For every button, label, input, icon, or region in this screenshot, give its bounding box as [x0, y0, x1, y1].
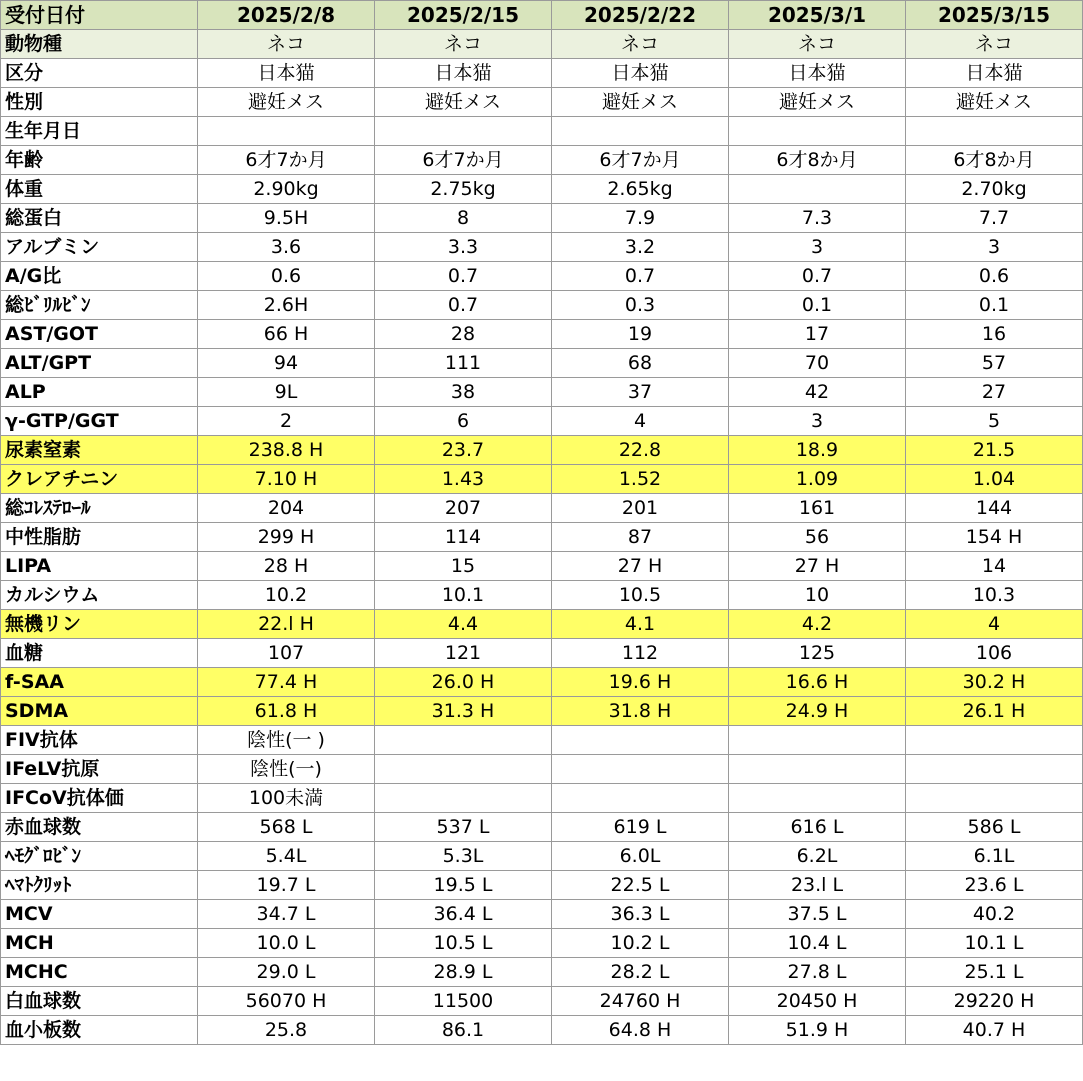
value-cell: 3 — [906, 233, 1083, 262]
value-cell: 15 — [375, 552, 552, 581]
value-cell: 0.1 — [906, 291, 1083, 320]
value-cell: 68 — [552, 349, 729, 378]
value-cell — [552, 784, 729, 813]
value-cell: 114 — [375, 523, 552, 552]
value-cell: 2.6H — [198, 291, 375, 320]
value-cell: 7.9 — [552, 204, 729, 233]
value-cell: 0.6 — [198, 262, 375, 291]
value-cell: 2 — [198, 407, 375, 436]
value-cell: 6.1L — [906, 842, 1083, 871]
value-cell: 238.8 H — [198, 436, 375, 465]
table-row — [1, 204, 1083, 233]
value-cell — [729, 755, 906, 784]
value-cell — [906, 755, 1083, 784]
table-row — [1, 117, 1083, 146]
value-cell: 5 — [906, 407, 1083, 436]
row-label: 赤血球数 — [1, 813, 198, 842]
row-label: 総蛋白 — [1, 204, 198, 233]
value-cell: 40.2 — [906, 900, 1083, 929]
table-row — [1, 842, 1083, 871]
value-cell — [906, 784, 1083, 813]
value-cell: 9.5H — [198, 204, 375, 233]
row-label: 血小板数 — [1, 1016, 198, 1045]
value-cell: 23.7 — [375, 436, 552, 465]
value-cell — [552, 755, 729, 784]
row-label: SDMA — [1, 697, 198, 726]
value-cell: 陰性(一 ) — [198, 726, 375, 755]
value-cell: 619 L — [552, 813, 729, 842]
table-row — [1, 262, 1083, 291]
table-row — [1, 697, 1083, 726]
row-label: 中性脂肪 — [1, 523, 198, 552]
date-header: 2025/2/15 — [375, 1, 552, 30]
value-cell: 4.2 — [729, 610, 906, 639]
value-cell: 27 H — [552, 552, 729, 581]
value-cell: 27.8 L — [729, 958, 906, 987]
row-label: 区分 — [1, 59, 198, 88]
value-cell: 568 L — [198, 813, 375, 842]
value-cell: 5.4L — [198, 842, 375, 871]
value-cell — [906, 117, 1083, 146]
value-cell: 51.9 H — [729, 1016, 906, 1045]
table-row — [1, 987, 1083, 1016]
value-cell: 106 — [906, 639, 1083, 668]
date-header: 2025/3/15 — [906, 1, 1083, 30]
table-row — [1, 436, 1083, 465]
table-row — [1, 639, 1083, 668]
value-cell: 0.7 — [375, 291, 552, 320]
value-cell — [729, 117, 906, 146]
value-cell: 10.1 L — [906, 929, 1083, 958]
value-cell: 70 — [729, 349, 906, 378]
value-cell: 38 — [375, 378, 552, 407]
value-cell: 0.1 — [729, 291, 906, 320]
value-cell: 1.04 — [906, 465, 1083, 494]
value-cell: 112 — [552, 639, 729, 668]
value-cell: 0.7 — [375, 262, 552, 291]
value-cell: 8 — [375, 204, 552, 233]
value-cell — [375, 755, 552, 784]
row-label: IFCoV抗体価 — [1, 784, 198, 813]
value-cell: 2.70kg — [906, 175, 1083, 204]
value-cell: 20450 H — [729, 987, 906, 1016]
row-label: アルブミン — [1, 233, 198, 262]
row-label: AST/GOT — [1, 320, 198, 349]
value-cell: 204 — [198, 494, 375, 523]
header-row — [1, 1, 1083, 30]
value-cell: ネコ — [906, 30, 1083, 59]
value-cell: 1.09 — [729, 465, 906, 494]
value-cell: 24.9 H — [729, 697, 906, 726]
value-cell: 19 — [552, 320, 729, 349]
value-cell: 1.52 — [552, 465, 729, 494]
table-row — [1, 668, 1083, 697]
value-cell: 6才7か月 — [375, 146, 552, 175]
value-cell: 201 — [552, 494, 729, 523]
table-body — [1, 30, 1083, 1045]
value-cell: 0.7 — [729, 262, 906, 291]
value-cell: 避妊メス — [375, 88, 552, 117]
row-label: ALP — [1, 378, 198, 407]
table-row — [1, 784, 1083, 813]
value-cell: 107 — [198, 639, 375, 668]
value-cell: 3.2 — [552, 233, 729, 262]
value-cell: 66 H — [198, 320, 375, 349]
value-cell: 22.5 L — [552, 871, 729, 900]
value-cell: 3 — [729, 407, 906, 436]
value-cell: 144 — [906, 494, 1083, 523]
value-cell: 17 — [729, 320, 906, 349]
row-label: 無機リン — [1, 610, 198, 639]
table-row — [1, 88, 1083, 117]
table-row — [1, 755, 1083, 784]
value-cell: 37 — [552, 378, 729, 407]
value-cell: 25.1 L — [906, 958, 1083, 987]
value-cell: 64.8 H — [552, 1016, 729, 1045]
value-cell: 31.3 H — [375, 697, 552, 726]
value-cell: 28 H — [198, 552, 375, 581]
value-cell: 6 — [375, 407, 552, 436]
value-cell: 161 — [729, 494, 906, 523]
value-cell: 7.10 H — [198, 465, 375, 494]
value-cell: 26.1 H — [906, 697, 1083, 726]
value-cell: 42 — [729, 378, 906, 407]
value-cell: 100未満 — [198, 784, 375, 813]
value-cell: 19.5 L — [375, 871, 552, 900]
value-cell: 6才7か月 — [552, 146, 729, 175]
value-cell: 30.2 H — [906, 668, 1083, 697]
value-cell — [552, 117, 729, 146]
date-header: 2025/2/8 — [198, 1, 375, 30]
value-cell: 299 H — [198, 523, 375, 552]
value-cell: 2.90kg — [198, 175, 375, 204]
value-cell: 37.5 L — [729, 900, 906, 929]
value-cell: 2.65kg — [552, 175, 729, 204]
value-cell: 日本猫 — [198, 59, 375, 88]
row-label: MCV — [1, 900, 198, 929]
table-row — [1, 726, 1083, 755]
value-cell: 6.0L — [552, 842, 729, 871]
table-row — [1, 30, 1083, 59]
table-row — [1, 1016, 1083, 1045]
value-cell: 207 — [375, 494, 552, 523]
value-cell: 10.2 — [198, 581, 375, 610]
value-cell: 7.7 — [906, 204, 1083, 233]
row-label: LIPA — [1, 552, 198, 581]
value-cell: 34.7 L — [198, 900, 375, 929]
value-cell — [729, 175, 906, 204]
value-cell: 25.8 — [198, 1016, 375, 1045]
value-cell: 0.6 — [906, 262, 1083, 291]
value-cell: 22.8 — [552, 436, 729, 465]
value-cell: 23.l L — [729, 871, 906, 900]
value-cell — [552, 726, 729, 755]
value-cell: 61.8 H — [198, 697, 375, 726]
table-row — [1, 813, 1083, 842]
value-cell: 0.3 — [552, 291, 729, 320]
value-cell: 40.7 H — [906, 1016, 1083, 1045]
date-header: 2025/3/1 — [729, 1, 906, 30]
value-cell: 125 — [729, 639, 906, 668]
row-label: 体重 — [1, 175, 198, 204]
value-cell: 避妊メス — [729, 88, 906, 117]
row-label: カルシウム — [1, 581, 198, 610]
row-label: 白血球数 — [1, 987, 198, 1016]
value-cell: 10.4 L — [729, 929, 906, 958]
table-row — [1, 494, 1083, 523]
table-row — [1, 59, 1083, 88]
value-cell — [729, 784, 906, 813]
value-cell: 27 H — [729, 552, 906, 581]
value-cell: 36.4 L — [375, 900, 552, 929]
value-cell: 16 — [906, 320, 1083, 349]
value-cell: 4 — [906, 610, 1083, 639]
value-cell: 6才7か月 — [198, 146, 375, 175]
table-row — [1, 610, 1083, 639]
value-cell: 7.3 — [729, 204, 906, 233]
table-row — [1, 233, 1083, 262]
value-cell: 121 — [375, 639, 552, 668]
value-cell — [906, 726, 1083, 755]
table-row — [1, 407, 1083, 436]
value-cell: 10.5 — [552, 581, 729, 610]
value-cell: 陰性(一) — [198, 755, 375, 784]
value-cell: 5.3L — [375, 842, 552, 871]
value-cell: 4 — [552, 407, 729, 436]
value-cell: 77.4 H — [198, 668, 375, 697]
value-cell: 616 L — [729, 813, 906, 842]
value-cell — [729, 726, 906, 755]
row-label: ﾍﾓｸﾞﾛﾋﾞﾝ — [1, 842, 198, 871]
value-cell: 56 — [729, 523, 906, 552]
value-cell: 0.7 — [552, 262, 729, 291]
value-cell: ネコ — [198, 30, 375, 59]
row-label: 総ﾋﾞﾘﾙﾋﾞﾝ — [1, 291, 198, 320]
value-cell: 10.2 L — [552, 929, 729, 958]
row-label: 動物種 — [1, 30, 198, 59]
value-cell: 6才8か月 — [729, 146, 906, 175]
table-row — [1, 175, 1083, 204]
value-cell: 26.0 H — [375, 668, 552, 697]
value-cell: 56070 H — [198, 987, 375, 1016]
table-row — [1, 929, 1083, 958]
value-cell: 24760 H — [552, 987, 729, 1016]
table-row — [1, 378, 1083, 407]
row-label: ﾍﾏﾄｸﾘｯﾄ — [1, 871, 198, 900]
value-cell: 4.1 — [552, 610, 729, 639]
table-row — [1, 871, 1083, 900]
value-cell: ネコ — [729, 30, 906, 59]
value-cell: ネコ — [552, 30, 729, 59]
value-cell: 111 — [375, 349, 552, 378]
value-cell — [375, 726, 552, 755]
value-cell: 2.75kg — [375, 175, 552, 204]
value-cell: 21.5 — [906, 436, 1083, 465]
value-cell: 日本猫 — [906, 59, 1083, 88]
value-cell — [375, 784, 552, 813]
row-label: 尿素窒素 — [1, 436, 198, 465]
value-cell: 23.6 L — [906, 871, 1083, 900]
value-cell: 避妊メス — [906, 88, 1083, 117]
table-row — [1, 958, 1083, 987]
value-cell — [375, 117, 552, 146]
row-label: A/G比 — [1, 262, 198, 291]
value-cell: 避妊メス — [198, 88, 375, 117]
table-row — [1, 552, 1083, 581]
row-label: γ-GTP/GGT — [1, 407, 198, 436]
value-cell: 36.3 L — [552, 900, 729, 929]
value-cell: 28.9 L — [375, 958, 552, 987]
value-cell: 29220 H — [906, 987, 1083, 1016]
table-row — [1, 320, 1083, 349]
value-cell: 154 H — [906, 523, 1083, 552]
value-cell: 10.0 L — [198, 929, 375, 958]
table-row — [1, 146, 1083, 175]
value-cell: 29.0 L — [198, 958, 375, 987]
value-cell: 19.7 L — [198, 871, 375, 900]
value-cell: ネコ — [375, 30, 552, 59]
value-cell: 10.5 L — [375, 929, 552, 958]
value-cell: 86.1 — [375, 1016, 552, 1045]
value-cell: 94 — [198, 349, 375, 378]
table-row — [1, 900, 1083, 929]
value-cell: 4.4 — [375, 610, 552, 639]
row-label: IFeLV抗原 — [1, 755, 198, 784]
value-cell: 1.43 — [375, 465, 552, 494]
value-cell: 3.6 — [198, 233, 375, 262]
value-cell: 31.8 H — [552, 697, 729, 726]
row-label: ALT/GPT — [1, 349, 198, 378]
value-cell: 9L — [198, 378, 375, 407]
value-cell: 28.2 L — [552, 958, 729, 987]
value-cell: 6才8か月 — [906, 146, 1083, 175]
value-cell: 10 — [729, 581, 906, 610]
value-cell: 日本猫 — [729, 59, 906, 88]
value-cell: 11500 — [375, 987, 552, 1016]
value-cell: 87 — [552, 523, 729, 552]
row-label: クレアチニン — [1, 465, 198, 494]
value-cell: 586 L — [906, 813, 1083, 842]
value-cell: 日本猫 — [375, 59, 552, 88]
value-cell: 19.6 H — [552, 668, 729, 697]
row-label: FIV抗体 — [1, 726, 198, 755]
value-cell: 18.9 — [729, 436, 906, 465]
table-row — [1, 523, 1083, 552]
table-row — [1, 465, 1083, 494]
value-cell: 14 — [906, 552, 1083, 581]
row-label: 総ｺﾚｽﾃﾛｰﾙ — [1, 494, 198, 523]
value-cell: 避妊メス — [552, 88, 729, 117]
table-row — [1, 581, 1083, 610]
header-corner-label: 受付日付 — [1, 1, 198, 30]
value-cell: 3 — [729, 233, 906, 262]
value-cell: 3.3 — [375, 233, 552, 262]
value-cell: 28 — [375, 320, 552, 349]
row-label: f-SAA — [1, 668, 198, 697]
table-row — [1, 349, 1083, 378]
date-header: 2025/2/22 — [552, 1, 729, 30]
value-cell: 27 — [906, 378, 1083, 407]
value-cell: 16.6 H — [729, 668, 906, 697]
value-cell — [198, 117, 375, 146]
row-label: 血糖 — [1, 639, 198, 668]
value-cell: 10.1 — [375, 581, 552, 610]
value-cell: 日本猫 — [552, 59, 729, 88]
value-cell: 57 — [906, 349, 1083, 378]
row-label: 生年月日 — [1, 117, 198, 146]
value-cell: 10.3 — [906, 581, 1083, 610]
value-cell: 22.l H — [198, 610, 375, 639]
value-cell: 537 L — [375, 813, 552, 842]
row-label: 年齢 — [1, 146, 198, 175]
row-label: MCH — [1, 929, 198, 958]
row-label: 性別 — [1, 88, 198, 117]
table-row — [1, 291, 1083, 320]
row-label: MCHC — [1, 958, 198, 987]
value-cell: 6.2L — [729, 842, 906, 871]
